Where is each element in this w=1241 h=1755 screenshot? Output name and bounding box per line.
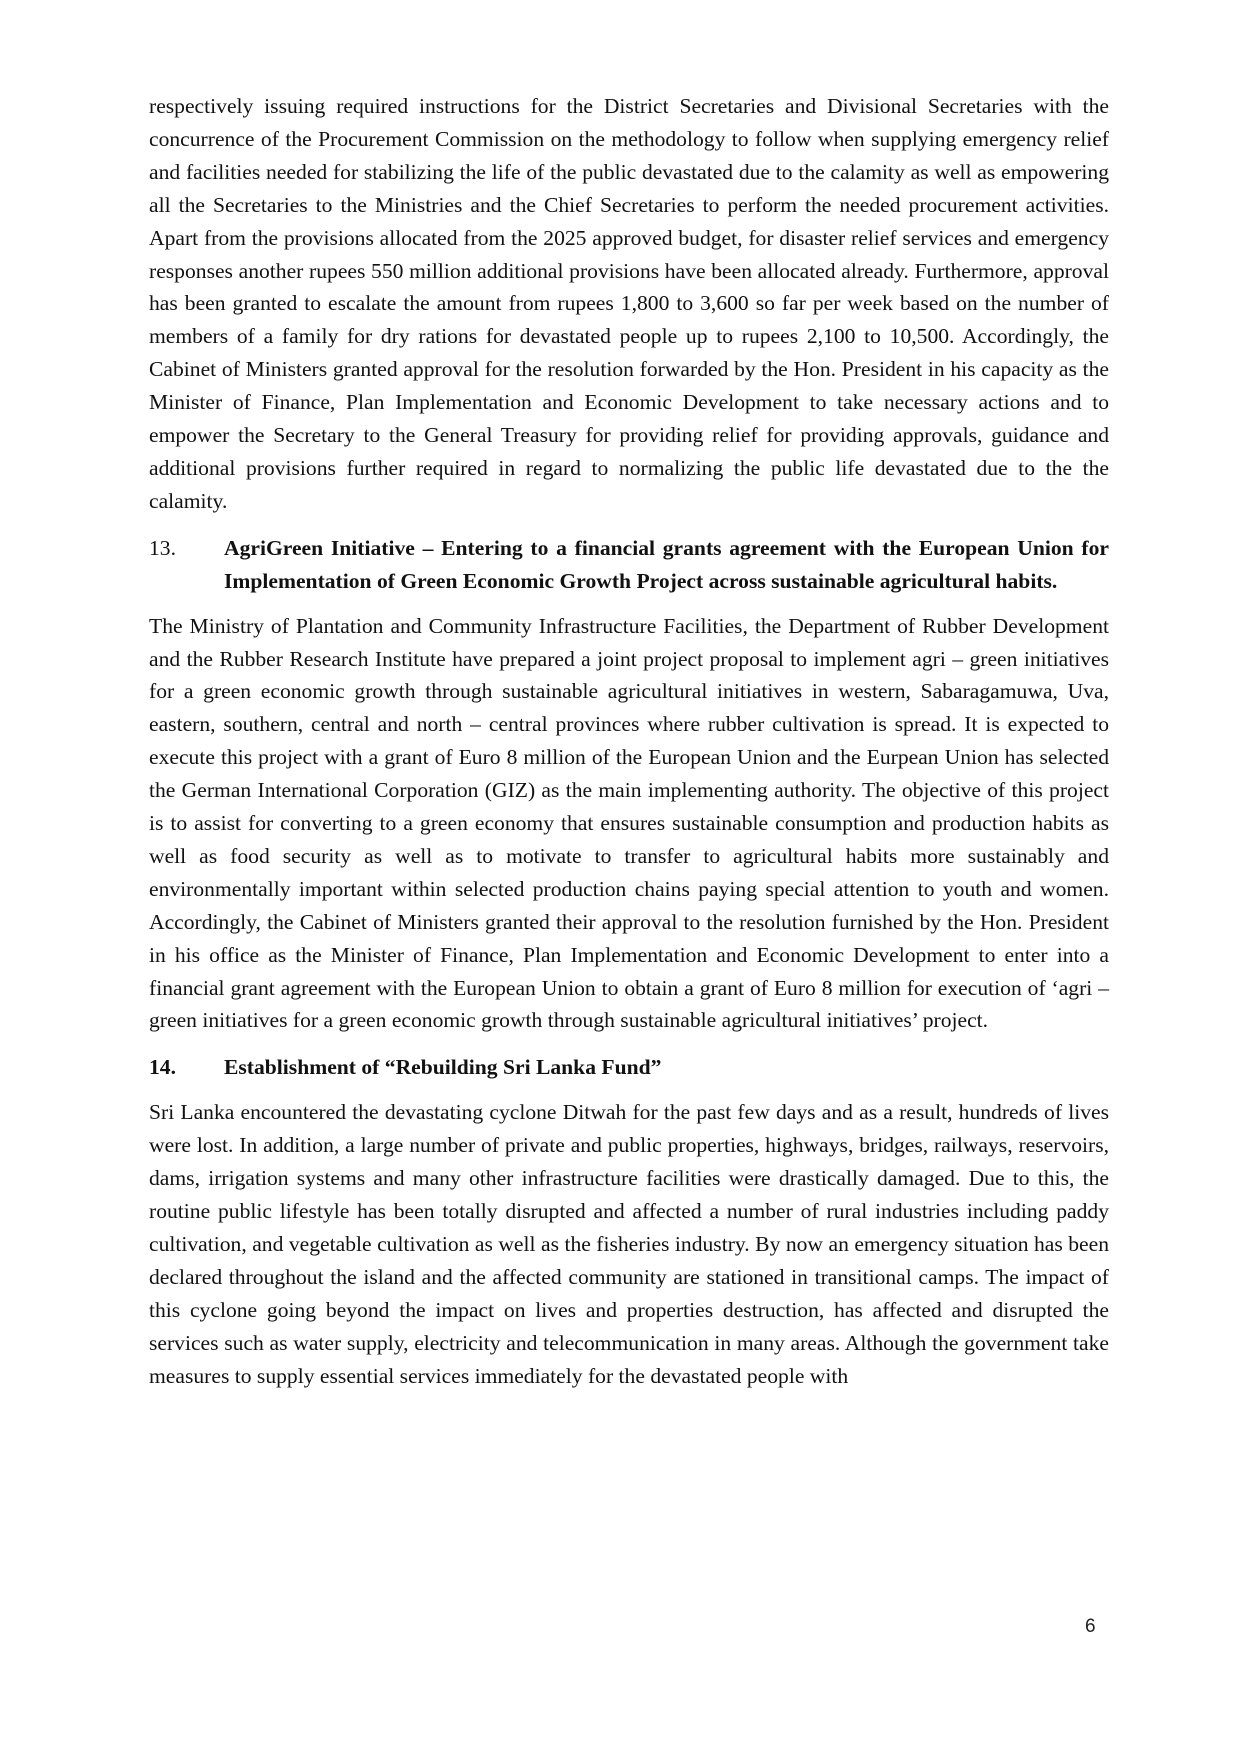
section-14-number: 14. xyxy=(149,1055,176,1080)
section-14-body: Sri Lanka encountered the devastating cyclone Ditwah for the past few days and as a result, hundreds of lives were lost. In addition, a large number of private and public properties, highways, bridges, railways, reservoirs, dams, irrigation systems and many other infrastructure facilities were drastically damaged. Due to this, the routine public lifestyle has been totally disrupted and affected a number of rural industries including paddy cultivation, and vegetable cultivation as well as the fisheries industry. By now an emergency situation has been declared throughout the island and the affected community are stationed in transitional camps. The impact of this cyclone going beyond the impact on lives and properties destruction, has affected and disrupted the services such as water supply, electricity and telecommunication in many areas. Although the government take measures to supply essential services immediately for the devastated people with xyxy=(149,1100,1109,1388)
document-page xyxy=(149,90,1109,1392)
section-13-title: AgriGreen Initiative – Entering to a financial grants agreement with the European Union for Implementation of Green Economic Growth Project across sustainable agricultural habits. xyxy=(224,535,1109,593)
page-number: 6 xyxy=(1085,1616,1096,1637)
section-13-heading xyxy=(149,532,1109,598)
section-14-heading xyxy=(149,1051,1109,1084)
section-13-number: 13. xyxy=(149,535,176,560)
intro-paragraph: respectively issuing required instructions for the District Secretaries and Divisional Secretaries with the concurrence of the Procurement Commission on the methodology to follow when supplying emergency relief and facilities needed for stabilizing the life of the public devastated due to the calamity as well as empowering all the Secretaries to the Ministries and the Chief Secretaries to perform the needed procurement activities. Apart from the provisions allocated from the 2025 approved budget, for disaster relief services and emergency responses another rupees 550 million additional provisions have been allocated already. Furthermore, approval has been granted to escalate the amount from rupees 1,800 to 3,600 so far per week based on the number of members of a family for dry rations for devastated people up to rupees 2,100 to 10,500. Accordingly, the Cabinet of Ministers granted approval for the resolution forwarded by the Hon. President in his capacity as the Minister of Finance, Plan Implementation and Economic Development to take necessary actions and to empower the Secretary to the General Treasury for providing relief for providing approvals, guidance and additional provisions further required in regard to normalizing the public life devastated due to the the calamity. xyxy=(149,94,1109,513)
section-14-title: Establishment of “Rebuilding Sri Lanka Fund” xyxy=(224,1055,662,1080)
section-13-body: The Ministry of Plantation and Community Infrastructure Facilities, the Department of Rubber Development and the Rubber Research Institute have prepared a joint project proposal to implement agri – green initiatives for a green economic growth through sustainable agricultural initiatives in western, Sabaragamuwa, Uva, eastern, southern, central and north – central provinces where rubber cultivation is spread. It is expected to execute this project with a grant of Euro 8 million of the European Union and the Eurpean Union has selected the German International Corporation (GIZ) as the main implementing authority. The objective of this project is to assist for converting to a green economy that ensures sustainable consumption and production habits as well as food security as well as to motivate to transfer to agricultural habits more sustainably and environmentally important within selected production chains paying special attention to youth and women. Accordingly, the Cabinet of Ministers granted their approval to the resolution furnished by the Hon. President in his office as the Minister of Finance, Plan Implementation and Economic Development to enter into a financial grant agreement with the European Union to obtain a grant of Euro 8 million for execution of ‘agri – green initiatives for a green economic growth through sustainable agricultural initiatives’ project. xyxy=(149,613,1109,1033)
